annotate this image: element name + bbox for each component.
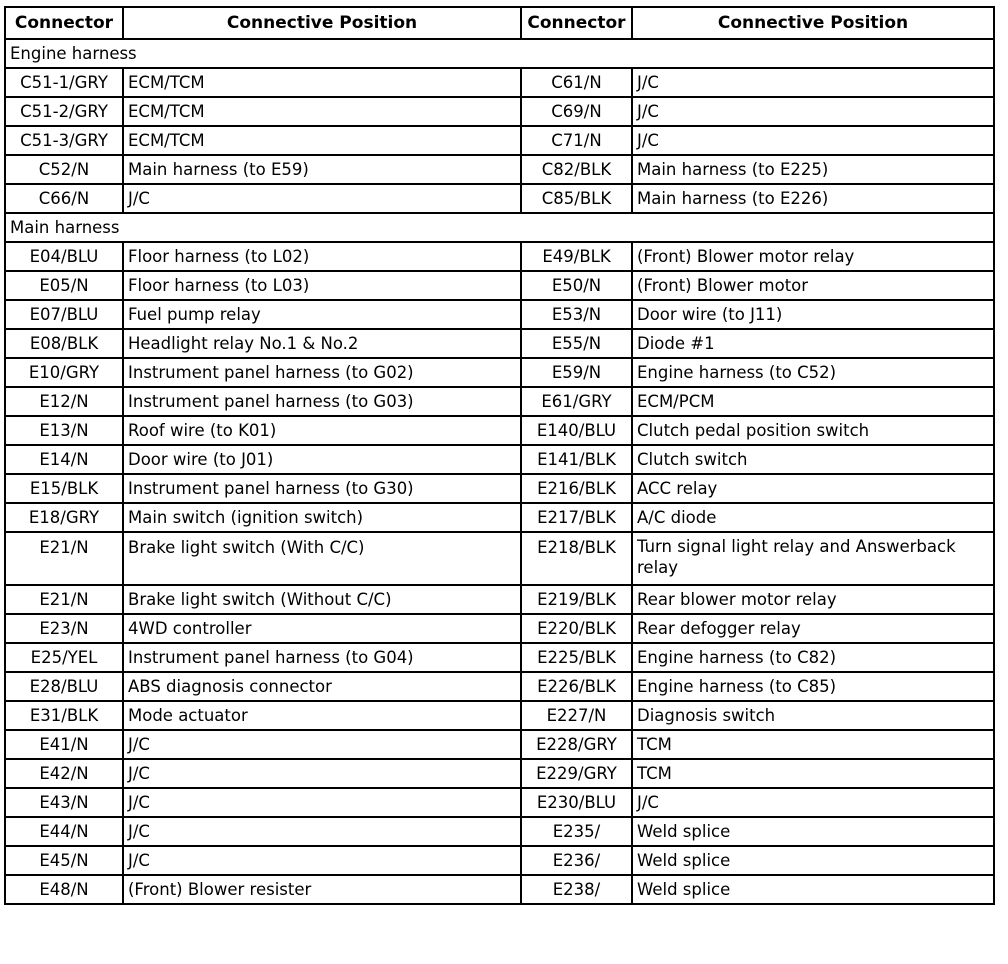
position-left: J/C xyxy=(123,817,521,846)
connector-right: C61/N xyxy=(521,68,632,97)
connector-left: E15/BLK xyxy=(5,474,123,503)
connector-right: E50/N xyxy=(521,271,632,300)
position-left: Instrument panel harness (to G30) xyxy=(123,474,521,503)
position-left: Floor harness (to L03) xyxy=(123,271,521,300)
connector-left: E08/BLK xyxy=(5,329,123,358)
position-right: Clutch pedal position switch xyxy=(632,416,994,445)
connector-right: E140/BLU xyxy=(521,416,632,445)
section-row xyxy=(5,39,994,68)
table-row xyxy=(5,474,994,503)
connector-right: C85/BLK xyxy=(521,184,632,213)
section-row xyxy=(5,213,994,242)
position-left: Instrument panel harness (to G02) xyxy=(123,358,521,387)
table-row xyxy=(5,672,994,701)
table-row xyxy=(5,532,994,585)
table-row xyxy=(5,817,994,846)
position-right: J/C xyxy=(632,126,994,155)
position-left: J/C xyxy=(123,788,521,817)
connector-left: E45/N xyxy=(5,846,123,875)
section-title: Engine harness xyxy=(5,39,994,68)
position-right: Engine harness (to C85) xyxy=(632,672,994,701)
connector-left: C51-2/GRY xyxy=(5,97,123,126)
position-left: Brake light switch (Without C/C) xyxy=(123,585,521,614)
connector-left: E42/N xyxy=(5,759,123,788)
position-right: Diode #1 xyxy=(632,329,994,358)
position-right: Clutch switch xyxy=(632,445,994,474)
connector-left: E14/N xyxy=(5,445,123,474)
connector-left: E28/BLU xyxy=(5,672,123,701)
position-right: Rear defogger relay xyxy=(632,614,994,643)
position-right: Turn signal light relay and Answerback relay xyxy=(632,532,994,585)
connector-left: E21/N xyxy=(5,585,123,614)
table-row xyxy=(5,155,994,184)
connector-left: E07/BLU xyxy=(5,300,123,329)
connector-left: C51-3/GRY xyxy=(5,126,123,155)
connector-right: E49/BLK xyxy=(521,242,632,271)
position-left: 4WD controller xyxy=(123,614,521,643)
table-row xyxy=(5,97,994,126)
connector-right: E141/BLK xyxy=(521,445,632,474)
connector-right: E227/N xyxy=(521,701,632,730)
position-right: (Front) Blower motor xyxy=(632,271,994,300)
position-right: J/C xyxy=(632,68,994,97)
position-left: Main switch (ignition switch) xyxy=(123,503,521,532)
connector-right: E225/BLK xyxy=(521,643,632,672)
connector-right: E236/ xyxy=(521,846,632,875)
position-left: J/C xyxy=(123,730,521,759)
connector-right: E218/BLK xyxy=(521,532,632,585)
table-row xyxy=(5,387,994,416)
position-left: Instrument panel harness (to G03) xyxy=(123,387,521,416)
table-row xyxy=(5,759,994,788)
table-row xyxy=(5,184,994,213)
position-left: ECM/TCM xyxy=(123,97,521,126)
connector-right: E228/GRY xyxy=(521,730,632,759)
connector-right: E55/N xyxy=(521,329,632,358)
position-right: Engine harness (to C82) xyxy=(632,643,994,672)
table-row xyxy=(5,329,994,358)
header-position-left: Connective Position xyxy=(123,7,521,39)
position-right: Main harness (to E225) xyxy=(632,155,994,184)
table-row xyxy=(5,126,994,155)
connector-left: E43/N xyxy=(5,788,123,817)
table-row xyxy=(5,585,994,614)
connector-left: C66/N xyxy=(5,184,123,213)
connector-left: E25/YEL xyxy=(5,643,123,672)
connector-left: E10/GRY xyxy=(5,358,123,387)
position-right: ECM/PCM xyxy=(632,387,994,416)
table-row xyxy=(5,242,994,271)
position-left: Mode actuator xyxy=(123,701,521,730)
connector-right: E59/N xyxy=(521,358,632,387)
position-right: A/C diode xyxy=(632,503,994,532)
position-left: J/C xyxy=(123,759,521,788)
connector-right: E229/GRY xyxy=(521,759,632,788)
position-left: (Front) Blower resister xyxy=(123,875,521,904)
header-row xyxy=(5,7,994,39)
position-right: (Front) Blower motor relay xyxy=(632,242,994,271)
connector-table xyxy=(4,6,995,905)
connector-right: E235/ xyxy=(521,817,632,846)
table-row xyxy=(5,730,994,759)
connector-right: E220/BLK xyxy=(521,614,632,643)
connector-left: E21/N xyxy=(5,532,123,585)
position-right: J/C xyxy=(632,97,994,126)
header-connector-left: Connector xyxy=(5,7,123,39)
position-left: J/C xyxy=(123,184,521,213)
connector-right: C71/N xyxy=(521,126,632,155)
table-row xyxy=(5,300,994,329)
position-left: Floor harness (to L02) xyxy=(123,242,521,271)
table-row xyxy=(5,788,994,817)
table-row xyxy=(5,416,994,445)
position-left: J/C xyxy=(123,846,521,875)
position-right: Weld splice xyxy=(632,846,994,875)
connector-right: C82/BLK xyxy=(521,155,632,184)
table-row xyxy=(5,614,994,643)
position-right: Weld splice xyxy=(632,817,994,846)
position-right: ACC relay xyxy=(632,474,994,503)
position-right: Door wire (to J11) xyxy=(632,300,994,329)
position-right: J/C xyxy=(632,788,994,817)
header-connector-right: Connector xyxy=(521,7,632,39)
position-left: Instrument panel harness (to G04) xyxy=(123,643,521,672)
connector-left: E18/GRY xyxy=(5,503,123,532)
position-right: Rear blower motor relay xyxy=(632,585,994,614)
position-right: Weld splice xyxy=(632,875,994,904)
section-title: Main harness xyxy=(5,213,994,242)
connector-left: E44/N xyxy=(5,817,123,846)
table-row xyxy=(5,846,994,875)
connector-right: E217/BLK xyxy=(521,503,632,532)
connector-right: E230/BLU xyxy=(521,788,632,817)
table-row xyxy=(5,445,994,474)
table-row xyxy=(5,643,994,672)
table-row xyxy=(5,68,994,97)
table-row xyxy=(5,701,994,730)
header-position-right: Connective Position xyxy=(632,7,994,39)
connector-left: C51-1/GRY xyxy=(5,68,123,97)
position-left: Fuel pump relay xyxy=(123,300,521,329)
position-left: Roof wire (to K01) xyxy=(123,416,521,445)
connector-right: E216/BLK xyxy=(521,474,632,503)
connector-right: E238/ xyxy=(521,875,632,904)
position-left: Door wire (to J01) xyxy=(123,445,521,474)
position-right: Main harness (to E226) xyxy=(632,184,994,213)
connector-left: E12/N xyxy=(5,387,123,416)
connector-left: E13/N xyxy=(5,416,123,445)
position-right: Diagnosis switch xyxy=(632,701,994,730)
position-left: ECM/TCM xyxy=(123,126,521,155)
connector-right: E219/BLK xyxy=(521,585,632,614)
connector-left: E41/N xyxy=(5,730,123,759)
position-right: Engine harness (to C52) xyxy=(632,358,994,387)
position-left: Headlight relay No.1 & No.2 xyxy=(123,329,521,358)
connector-left: E31/BLK xyxy=(5,701,123,730)
position-right: TCM xyxy=(632,759,994,788)
position-left: Main harness (to E59) xyxy=(123,155,521,184)
connector-right: E53/N xyxy=(521,300,632,329)
connector-left: E05/N xyxy=(5,271,123,300)
position-left: ECM/TCM xyxy=(123,68,521,97)
position-right: TCM xyxy=(632,730,994,759)
connector-right: C69/N xyxy=(521,97,632,126)
connector-right: E226/BLK xyxy=(521,672,632,701)
connector-left: E23/N xyxy=(5,614,123,643)
connector-left: C52/N xyxy=(5,155,123,184)
connector-left: E48/N xyxy=(5,875,123,904)
table-row xyxy=(5,503,994,532)
table-row xyxy=(5,358,994,387)
connector-right: E61/GRY xyxy=(521,387,632,416)
position-left: Brake light switch (With C/C) xyxy=(123,532,521,585)
table-row xyxy=(5,271,994,300)
position-left: ABS diagnosis connector xyxy=(123,672,521,701)
connector-left: E04/BLU xyxy=(5,242,123,271)
table-row xyxy=(5,875,994,904)
table-body xyxy=(5,39,994,904)
